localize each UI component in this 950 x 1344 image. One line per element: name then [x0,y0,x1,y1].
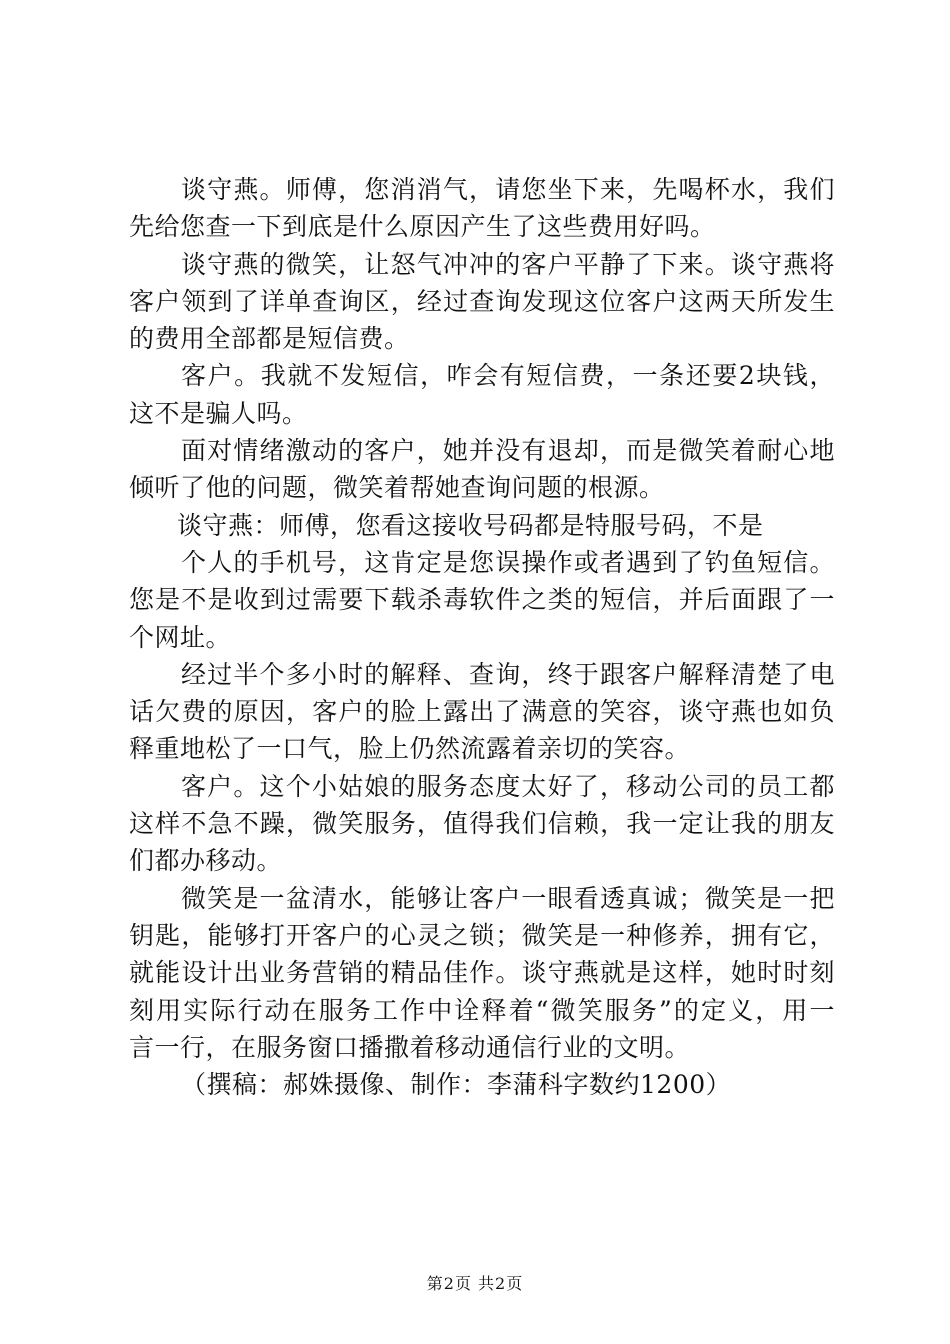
paragraph-line: 这样不急不躁，微笑服务，值得我们信赖，我一定让我的朋友 [129,809,835,839]
paragraph-line: 刻用实际行动在服务工作中诠释着“微笑服务”的定义，用一 [129,995,835,1025]
paragraph-line: 谈守燕：师傅，您看这接收号码都是特服号码，不是 [177,510,764,540]
paragraph-line: 经过半个多小时的解释、查询，终于跟客户解释清楚了电 [181,659,835,689]
paragraph-line: 先给您查一下到底是什么原因产生了这些费用好吗。 [129,212,716,242]
paragraph-line: 就能设计出业务营销的精品佳作。谈守燕就是这样，她时时刻 [129,958,835,988]
document-body [129,171,835,1103]
page-number-footer: 第2页 共2页 [426,1274,524,1293]
paragraph-line: 谈守燕的微笑，让怒气冲冲的客户平静了下来。谈守燕将 [181,249,835,279]
paragraph-line: 个人的手机号，这肯定是您误操作或者遇到了钓鱼短信。 [181,547,835,577]
paragraph-line: 客户。我就不发短信，咋会有短信费，一条还要2块钱， [181,361,835,391]
paragraph-line: 这不是骗人吗。 [129,398,308,428]
paragraph-line: 面对情绪激动的客户，她并没有退却，而是微笑着耐心地 [181,436,835,466]
paragraph-line: 的费用全部都是短信费。 [129,324,410,354]
paragraph-line: 们都办移动。 [129,846,283,876]
paragraph-line: 谈守燕。师傅，您消消气，请您坐下来，先喝杯水，我们 [181,175,835,204]
paragraph-line: 您是不是收到过需要下载杀毒软件之类的短信，并后面跟了一 [129,585,835,615]
paragraph-line: 客户领到了详单查询区，经过查询发现这位客户这两天所发生 [129,286,835,316]
paragraph-line: 客户。这个小姑娘的服务态度太好了，移动公司的员工都 [181,771,835,801]
paragraph-line: 倾听了他的问题，微笑着帮她查询问题的根源。 [129,473,665,503]
paragraph-line: 钥匙，能够打开客户的心灵之锁；微笑是一种修养，拥有它， [129,920,835,950]
paragraph-line: 个网址。 [129,622,232,652]
paragraph-line: 言一行，在服务窗口播撒着移动通信行业的文明。 [129,1032,691,1062]
paragraph-line: 微笑是一盆清水，能够让客户一眼看透真诚；微笑是一把 [181,883,835,913]
paragraph-line: 话欠费的原因，客户的脸上露出了满意的笑容，谈守燕也如负 [129,697,835,727]
byline: （撰稿：郝姝摄像、制作：李蒲科字数约1200） [181,1070,732,1100]
paragraph-line: 释重地松了一口气，脸上仍然流露着亲切的笑容。 [129,734,691,764]
